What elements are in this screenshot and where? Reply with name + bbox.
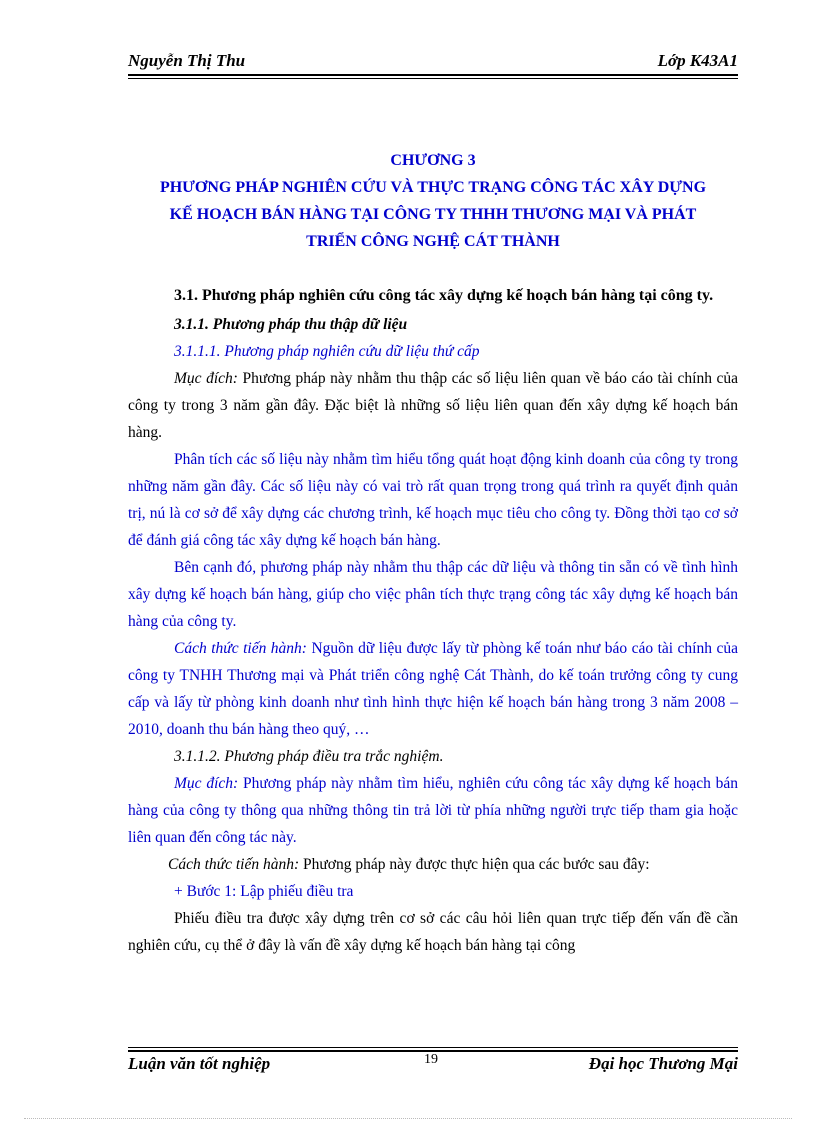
header-class: Lớp K43A1 <box>657 51 738 70</box>
section-heading-3-1-1-2: 3.1.1.2. Phương pháp điều tra trắc nghiệm. <box>174 748 444 765</box>
document-body <box>128 280 738 959</box>
section-heading-3-1: 3.1. Phương pháp nghiên cứu công tác xây dựng kế hoạch bán hàng tại công ty. <box>174 287 714 304</box>
page-footer <box>128 1052 738 1078</box>
chapter-title-line: KẾ HOẠCH BÁN HÀNG TẠI CÔNG TY THHH THƯƠNG MẠI VÀ PHÁT <box>169 206 697 223</box>
chapter-label: CHƯƠNG 3 <box>390 152 476 169</box>
paragraph-lead: Mục đích: <box>174 775 239 792</box>
section-heading-3-1-1: 3.1.1. Phương pháp thu thập dữ liệu <box>174 316 408 333</box>
paragraph-besides: Bên cạnh đó, phương pháp này nhằm thu thập các dữ liệu và thông tin sẵn có về tình hình xây dựng kế hoạch bán hàng, giúp cho việc phân tích thực trạng công tác xây dựng kế hoạch bán hàng của công ty. <box>128 559 738 630</box>
page-bottom-border <box>24 1118 792 1119</box>
paragraph-text: Phương pháp này nhằm tìm hiểu, nghiên cứu công tác xây dựng kế hoạch bán hàng của công ty thông qua những thông tin trả lời từ phía những người trực tiếp tham gia hoặc liên quan đến công tác này. <box>128 775 738 846</box>
paragraph-lead: Cách thức tiến hành: <box>174 640 307 657</box>
header-rule-thin <box>128 78 738 79</box>
page-header <box>128 51 738 75</box>
paragraph-analysis: Phân tích các số liệu này nhằm tìm hiểu tổng quát hoạt động kinh doanh của công ty trong những năm gần đây. Các số liệu này có vai trò rất quan trọng trong quá trình ra quyết định quản trị, nú là cơ sở để xây dựng các chương trình, kế hoạch mục tiêu cho công ty. Đồng thời tạo cơ sở để đánh giá công tác xây dựng kế hoạch bán hàng. <box>128 451 738 549</box>
section-heading-3-1-1-1: 3.1.1.1. Phương pháp nghiên cứu dữ liệu thứ cấp <box>174 343 480 360</box>
paragraph-step-1: + Bước 1: Lập phiếu điều tra <box>174 883 354 900</box>
paragraph-text: Phương pháp này nhằm thu thập các số liệu liên quan về báo cáo tài chính của công ty trong 3 năm gần đây. Đặc biệt là những số liệu liên quan đến xây dựng kế hoạch bán hàng. <box>128 370 738 441</box>
paragraph-lead: Mục đích: <box>174 370 238 387</box>
paragraph-purpose-1 <box>128 365 738 446</box>
footer-thesis-label: Luận văn tốt nghiệp <box>128 1054 271 1073</box>
chapter-title-line: TRIỂN CÔNG NGHỆ CÁT THÀNH <box>306 233 560 250</box>
paragraph-method-2 <box>128 851 738 878</box>
paragraph-survey: Phiếu điều tra được xây dựng trên cơ sở các câu hỏi liên quan trực tiếp đến vấn đề cần nghiên cứu, cụ thể ở đây là vấn đề xây dựng kế hoạch bán hàng tại công <box>128 910 738 954</box>
paragraph-purpose-2 <box>128 770 738 851</box>
header-author: Nguyễn Thị Thu <box>128 51 246 70</box>
chapter-title <box>128 174 738 255</box>
page-number: 19 <box>424 1052 438 1067</box>
paragraph-text: Phương pháp này được thực hiện qua các bước sau đây: <box>299 856 650 873</box>
paragraph-method-1 <box>128 635 738 743</box>
header-rule <box>128 74 738 76</box>
chapter-title-line: PHƯƠNG PHÁP NGHIÊN CỨU VÀ THỰC TRẠNG CÔNG TÁC XÂY DỰNG <box>159 179 707 196</box>
footer-rule-thin <box>128 1047 738 1048</box>
paragraph-lead: Cách thức tiến hành: <box>168 856 300 873</box>
footer-university: Đại học Thương Mại <box>588 1054 738 1073</box>
paragraph-text: Nguồn dữ liệu được lấy từ phòng kế toán như báo cáo tài chính của công ty TNHH Thương mại và Phát triển công nghệ Cát Thành, do kế toán trưởng công ty cung cấp và lấy từ phòng kinh doanh như tình hình thực hiện kế hoạch bán hàng trong 3 năm 2008 – 2010, doanh thu bán hàng theo quý, … <box>128 640 738 738</box>
